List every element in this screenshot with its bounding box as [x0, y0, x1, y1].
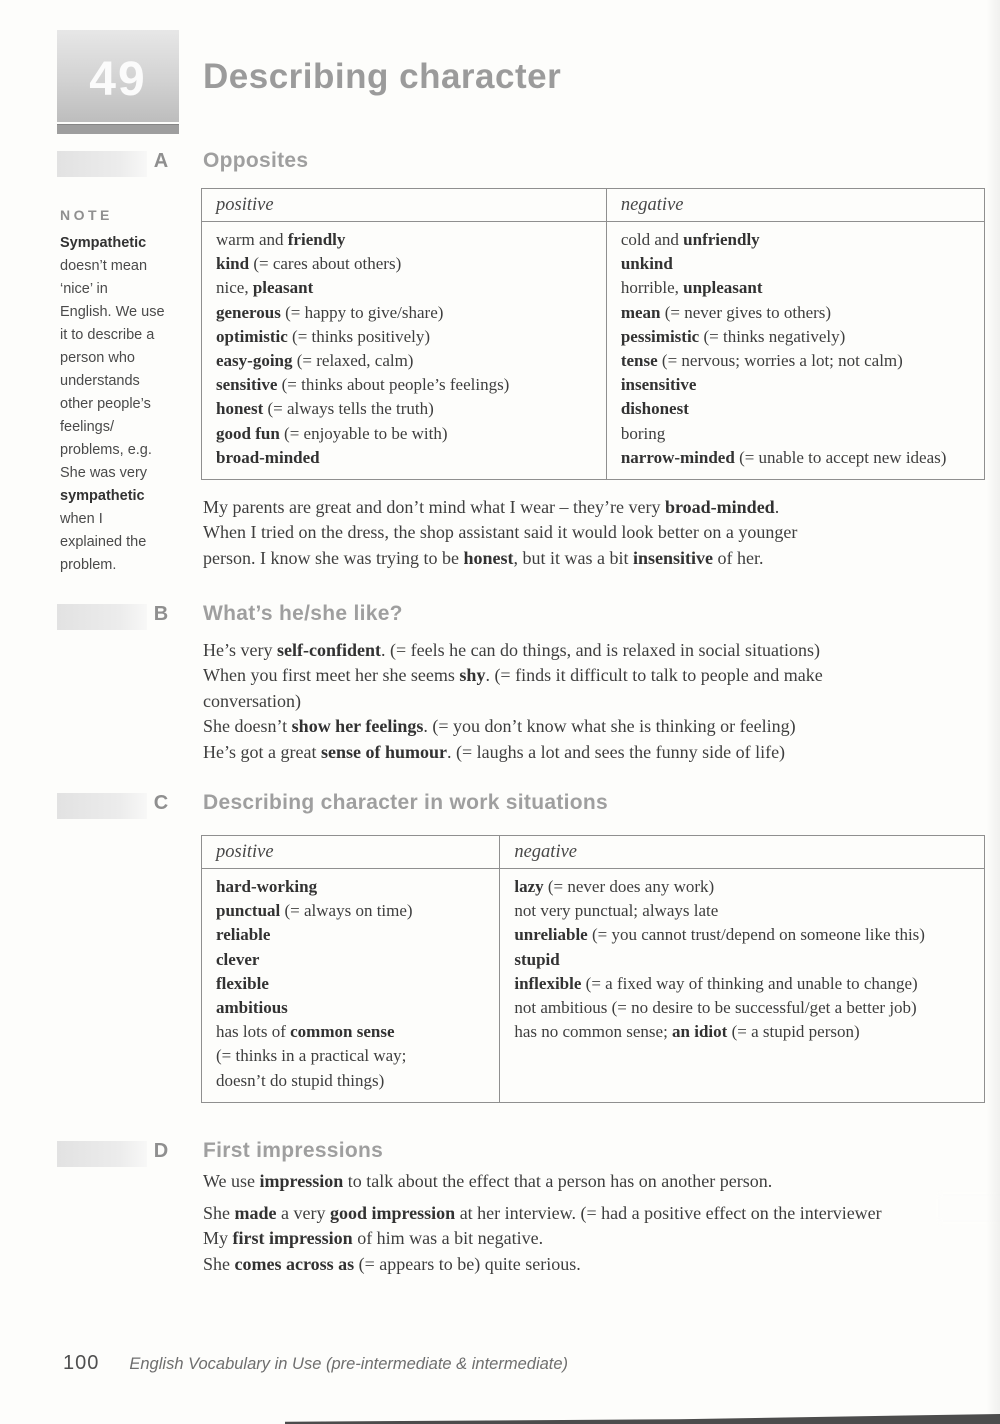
section-d-intro: We use impression to talk about the effect that a person has on another person.	[203, 1171, 773, 1191]
section-a-strip	[57, 151, 147, 177]
section-b-heading: What’s he/she like?	[203, 602, 403, 625]
book-title: English Vocabulary in Use (pre-intermediate & intermediate)	[129, 1355, 569, 1373]
page-number: 100	[63, 1352, 100, 1374]
work-positive-cell: hard-working punctual (= always on time) reliable clever flexible ambitious has lots of common sense (= thinks in a practical way; doesn’t do stupid things)	[202, 869, 500, 1103]
opposites-table	[201, 188, 985, 480]
section-a-paragraph: My parents are great and don’t mind what I wear – they’re very broad-minded. When I tried on the dress, the shop assistant said it would look better on a younger person. I know she was trying to be honest, but it was a bit insensitive of her.	[203, 497, 798, 568]
work-negative-header: negative	[500, 836, 985, 869]
work-negative-cell: lazy (= never does any work) not very punctual; always late unreliable (= you cannot trust/depend on someone like this) stupid inflexible (= a fixed way of thinking and unable to change) not ambitious (= no desire to be successful/get a better job) has no common sense; an idiot (= a stupid person)	[500, 869, 985, 1103]
unit-number-box	[57, 30, 179, 122]
section-a-heading: Opposites	[203, 149, 309, 172]
note-label: NOTE	[60, 207, 113, 223]
page-footer	[63, 1352, 568, 1375]
page-title: Describing character	[203, 57, 562, 96]
scan-smudge	[938, 1194, 1000, 1222]
opposites-positive-header: positive	[202, 189, 607, 222]
work-positive-header: positive	[202, 836, 500, 869]
section-d-examples: She made a very good impression at her interview. (= had a positive effect on the interviewer My first impression of him was a bit negative. She comes across as (= appears to be) quite serious.	[203, 1203, 882, 1274]
opposites-negative-header: negative	[606, 189, 984, 222]
section-d-heading: First impressions	[203, 1139, 384, 1162]
opposites-positive-cell: warm and friendly kind (= cares about others) nice, pleasant generous (= happy to give/share) optimistic (= thinks positively) easy-going (= relaxed, calm) sensitive (= thinks about people’s feelings) honest (= always tells the truth) good fun (= enjoyable to be with) broad-minded	[202, 222, 607, 480]
section-a-letter: A	[153, 150, 169, 172]
section-d-strip	[57, 1141, 147, 1167]
section-c-letter: C	[153, 792, 169, 814]
work-character-table	[201, 835, 985, 1103]
unit-box-strip	[57, 124, 179, 134]
section-c-heading: Describing character in work situations	[203, 791, 608, 814]
bottom-page-edge	[285, 1414, 1000, 1424]
section-b-examples: He’s very self-confident. (= feels he can do things, and is relaxed in social situations) When you first meet her she seems shy. (= finds it difficult to talk to people and make conversation) She doesn’t show her feelings. (= you don’t know what she is thinking or feeling) He’s got a great sense of humour. (= laughs a lot and sees the funny side of life)	[203, 640, 823, 762]
note-text: Sympathetic doesn’t mean ‘nice’ in English. We use it to describe a person who understands other people’s feelings/ problems, e.g. She was very sympathetic when I explained the problem.	[60, 235, 165, 573]
opposites-negative-cell: cold and unfriendly unkind horrible, unpleasant mean (= never gives to others) pessimistic (= thinks negatively) tense (= nervous; worries a lot; not calm) insensitive dishonest boring narrow-minded (= unable to accept new ideas)	[606, 222, 984, 480]
section-b-strip	[57, 604, 147, 630]
section-b-letter: B	[153, 603, 169, 625]
note-panel	[60, 207, 196, 577]
unit-number: 49	[89, 53, 147, 106]
section-d-letter: D	[153, 1140, 169, 1162]
section-c-strip	[57, 793, 147, 819]
